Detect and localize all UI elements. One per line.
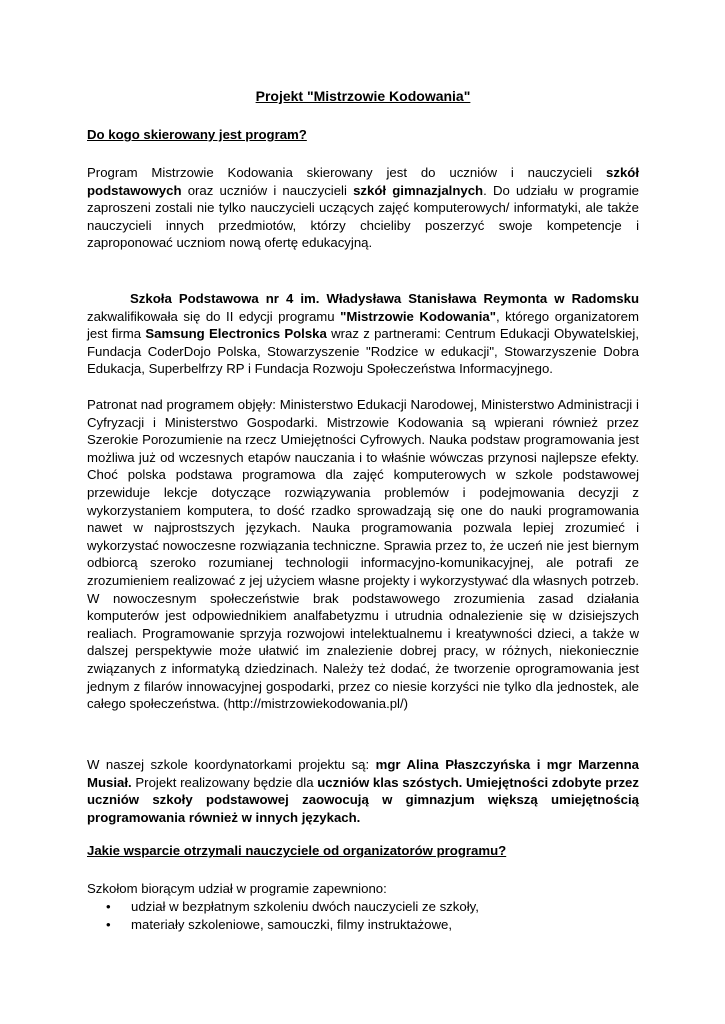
bullet-icon: • <box>106 916 111 932</box>
bold-coordinators: mgr Alina Płaszczyńska i mgr Marzenna Musiał. <box>87 757 639 790</box>
paragraph-school-qualification: Szkoła Podstawowa nr 4 im. Władysława Stanisława Reymonta w Radomsku zakwalifikowała się do II edycji programu "Mistrzowie Kodowania", którego organizatorem jest firma Samsung Electronics Polska wraz z partnerami: Centrum Edukacji Obywatelskiej, Fundacja CoderDojo Polska, Stowarzyszenie "Rodzice w edukacji", Stowarzyszenie Dobra Edukacja, Superbelfrzy RP i Fundacja Rozwoju Społeczeństwa Informacyjnego. <box>87 291 639 377</box>
bold-primary-schools: szkół podstawowych <box>87 165 639 198</box>
bold-school-name: Szkoła Podstawowa nr 4 im. Władysława Stanisława Reymonta w Radomsku <box>130 291 639 306</box>
paragraph-target-audience: Program Mistrzowie Kodowania skierowany jest do uczniów i nauczycieli szkół podstawowych oraz uczniów i nauczycieli szkół gimnazjalnych. Do udziału w programie zaproszeni zostali nie tylko nauczycieli uczących zajęć komputerowych/ informatyki, ale także nauczycieli innych przedmiotów, którzy chcieliby poszerzyć swoje kompetencje i zaproponować uczniom nową ofertę edukacyjną. <box>87 165 639 251</box>
bold-organizer: Samsung Electronics Polska <box>145 326 327 342</box>
heading-support: Jakie wsparcie otrzymali nauczyciele od organizatorów programu? <box>87 843 507 858</box>
support-list <box>87 898 639 933</box>
document-title: Projekt "Mistrzowie Kodowania" <box>255 88 471 104</box>
list-item: • materiały szkoleniowe, samouczki, filmy instruktażowe, <box>106 916 453 932</box>
bold-middle-schools: szkół gimnazjalnych <box>353 182 484 198</box>
bold-students: uczniów klas szóstych. Umiejętności zdobyte przez uczniów szkoły podstawowej zaowocują w gimnazjum większą umiejętnością programowania również w innych językach. <box>87 774 639 825</box>
bullet-icon: • <box>106 899 111 914</box>
paragraph-patronage: Patronat nad programem objęły: Ministerstwo Edukacji Narodowej, Ministerstwo Administracji i Cyfryzacji i Ministerstwo Gospodarki. Mistrzowie Kodowania są wpierani również przez Szerokie Porozumienie na rzecz Umiejętności Cyfrowych. Nauka podstaw programowania jest możliwa już od wczesnych etapów nauczania i to właśnie wówczas przynosi najlepsze efekty. Choć polska podstawa programowa dla zajęć komputerowych w szkole podstawowej przewiduje lekcje dotyczące rozwiązywania problemów i podejmowania decyzji z wykorzystaniem komputera, to dość rzadko sprowadzają się one do nauki programowania nawet w najprostszych językach. Nauka programowania pozwala lepiej zrozumieć i wykorzystać nowoczesne rozwiązania techniczne. Sprawia przez to, że uczeń nie jest biernym odbiorcą szeroko rozumianej technologii informacyjno-komunikacyjnej, ale potrafi ze zrozumieniem realizować z jej użyciem własne projekty i wykorzystywać dla własnych potrzeb. W nowoczesnym społeczeństwie brak podstawowego zrozumienia zasad działania komputerów jest odpowiednikiem analfabetyzmu i utrudnia odnalezienie się w dzisiejszych realiach. Programowanie sprzyja rozwojowi intelektualnemu i kreatywności dzieci, a także w dalszej perspektywie może ułatwić im znalezienie dobrej pracy, w różnych, niekoniecznie związanych z informatyką dziedzinach. Należy też dodać, że tworzenie oprogramowania jest jednym z filarów innowacyjnej gospodarki, przez co niesie korzyści nie tylko dla jednostek, ale całego społeczeństwa. (http://mistrzowiekodowania.pl/) <box>87 397 639 712</box>
bold-program-name: "Mistrzowie Kodowania" <box>340 308 496 324</box>
list-item: • udział w bezpłatnym szkoleniu dwóch nauczycieli ze szkoły, <box>106 899 479 914</box>
paragraph-coordinators: W naszej szkole koordynatorkami projektu są: mgr Alina Płaszczyńska i mgr Marzenna Musiał. Projekt realizowany będzie dla uczniów klas szóstych. Umiejętności zdobyte przez uczniów szkoły podstawowej zaowocują w gimnazjum większą umiejętnością programowania również w innych językach. <box>87 757 639 825</box>
heading-target-audience: Do kogo skierowany jest program? <box>87 127 307 142</box>
paragraph-support-intro: Szkołom biorącym udział w programie zapewniono: <box>87 881 387 896</box>
